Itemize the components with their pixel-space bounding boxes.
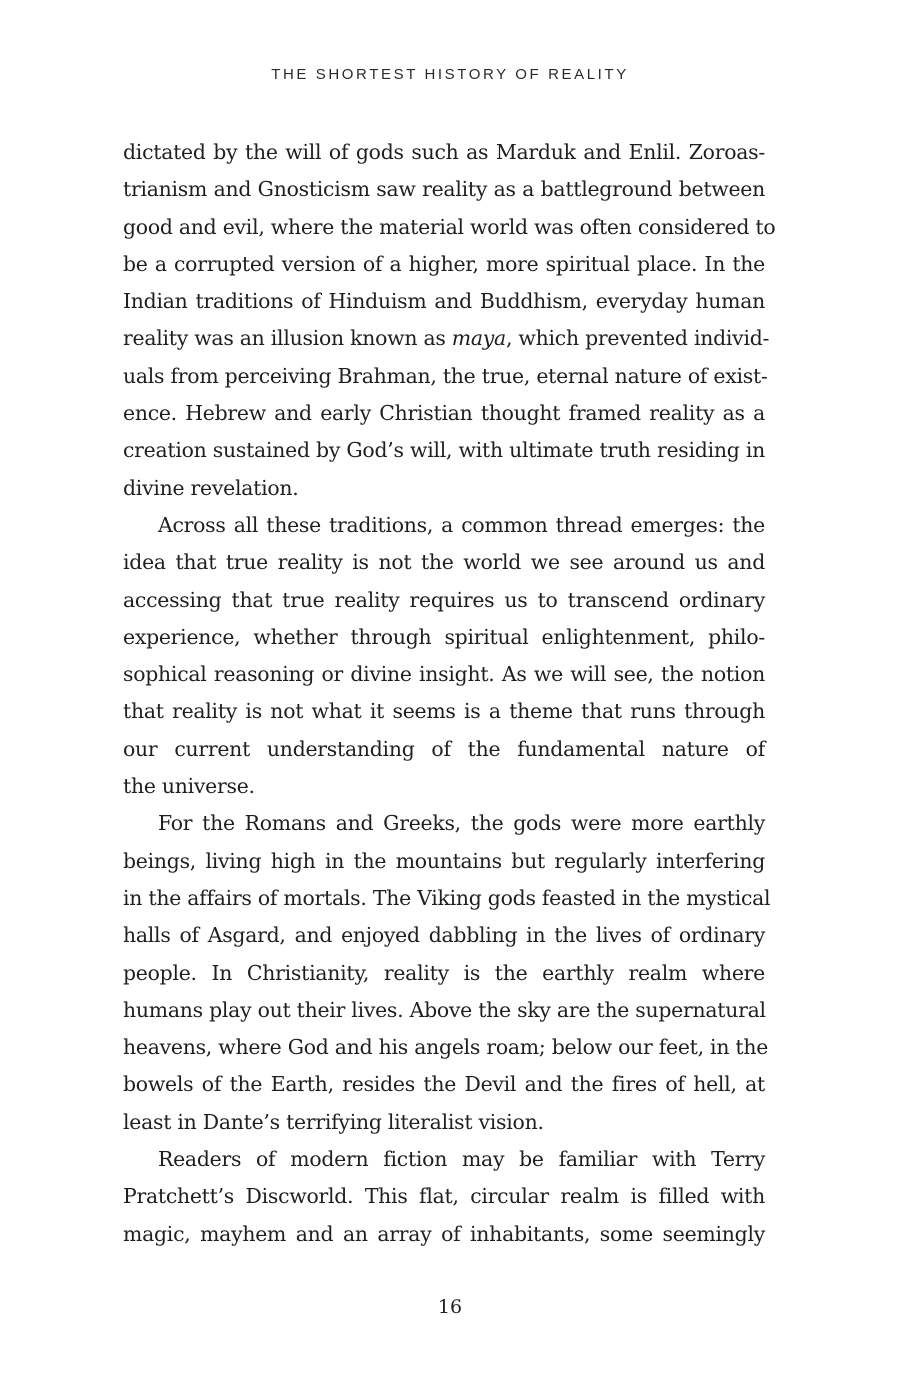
- text-line: that reality is not what it seems is a theme that runs through: [123, 699, 765, 724]
- text-line: ence. Hebrew and early Christian thought framed reality as a: [123, 401, 765, 426]
- text-line: For the Romans and Greeks, the gods were more earthly: [158, 811, 765, 836]
- paragraph-4: [123, 1141, 765, 1253]
- text-line: least in Dante’s terrifying literalist vision.: [123, 1109, 544, 1134]
- running-head: THE SHORTEST HISTORY OF REALITY: [271, 66, 629, 83]
- text-line: heavens, where God and his angels roam; below our feet, in the: [123, 1035, 769, 1060]
- text-line: Across all these traditions, a common thread emerges: the: [158, 512, 765, 537]
- text-line: uals from perceiving Brahman, the true, eternal nature of exist-: [123, 363, 768, 388]
- text-line: trianism and Gnosticism saw reality as a battleground between: [123, 177, 765, 202]
- text-line: creation sustained by God’s will, with ultimate truth residing in: [123, 438, 765, 463]
- text-line: halls of Asgard, and enjoyed dabbling in the lives of ordinary: [123, 923, 765, 948]
- text-line: good and evil, where the material world was often considered to: [123, 214, 776, 239]
- text-line: magic, mayhem and an array of inhabitants, some seemingly: [123, 1221, 765, 1246]
- text-line: Readers of modern fiction may be familiar with Terry: [158, 1147, 765, 1172]
- text-line: divine revelation.: [123, 475, 299, 500]
- text-line: humans play out their lives. Above the sky are the supernatural: [123, 997, 766, 1022]
- text-line-with-italic: reality was an illusion known as maya, which prevented individ-: [123, 326, 770, 351]
- text-line: the universe.: [123, 774, 255, 799]
- paragraph-1: [123, 134, 776, 507]
- text-line: Pratchett’s Discworld. This flat, circular realm is filled with: [123, 1184, 765, 1209]
- text-line: Indian traditions of Hinduism and Buddhism, everyday human: [123, 289, 765, 314]
- text-line: beings, living high in the mountains but regularly interfering: [123, 848, 765, 873]
- body-text: [123, 134, 776, 1253]
- paragraph-2: [123, 507, 765, 805]
- text-line: be a corrupted version of a higher, more spiritual place. In the: [123, 251, 765, 276]
- text-line: bowels of the Earth, resides the Devil and the fires of hell, at: [123, 1072, 765, 1097]
- page-number: 16: [437, 1296, 463, 1318]
- text-line: in the affairs of mortals. The Viking gods feasted in the mystical: [123, 885, 771, 910]
- text-line: sophical reasoning or divine insight. As we will see, the notion: [123, 662, 765, 687]
- paragraph-3: [123, 805, 771, 1141]
- text-line: accessing that true reality requires us to transcend ordinary: [123, 587, 765, 612]
- text-line: people. In Christianity, reality is the earthly realm where: [123, 960, 765, 985]
- text-line: dictated by the will of gods such as Marduk and Enlil. Zoroas-: [123, 140, 765, 164]
- text-line: idea that true reality is not the world we see around us and: [123, 550, 765, 575]
- text-line: experience, whether through spiritual enlightenment, philo-: [123, 624, 765, 649]
- text-line: our current understanding of the fundamental nature of: [123, 736, 765, 761]
